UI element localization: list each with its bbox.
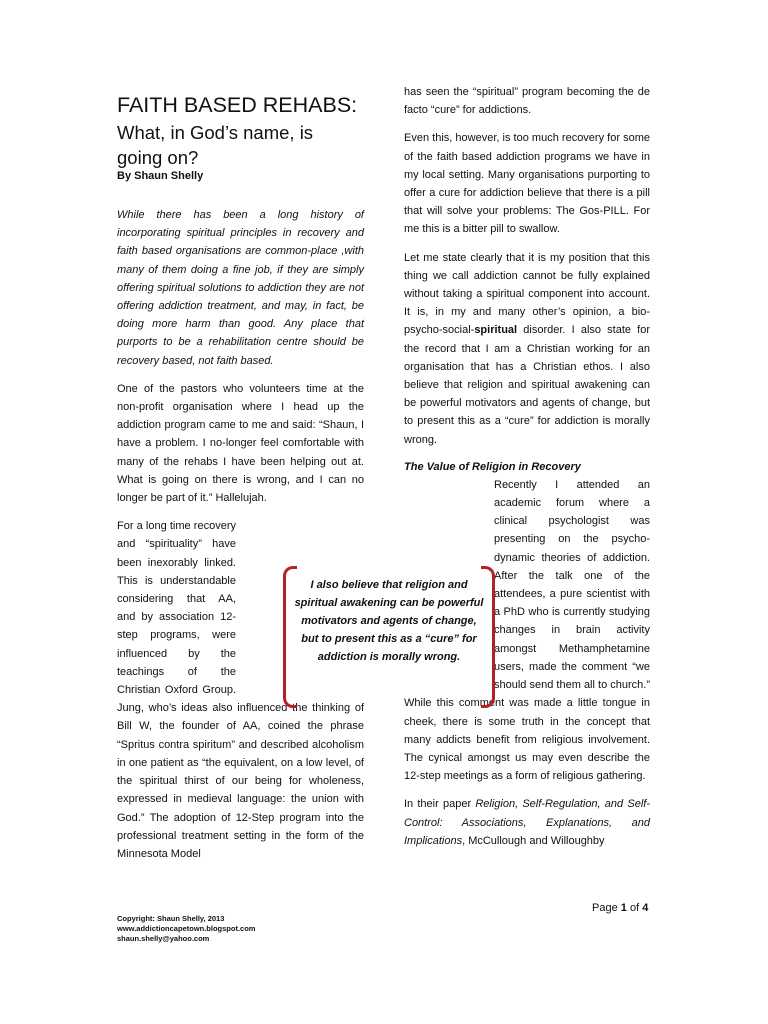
section-subheading: The Value of Religion in Recovery (404, 460, 581, 473)
page-total: 4 (642, 902, 649, 914)
intro-paragraph: While there has been a long history of incorporating spiritual principles in recovery and faith based organisations are common-place ,with many of them doing a fine job, if they are simply offering spiritual solutions to addiction they are not offering addiction treatment, and may, in fact, be doing more harm than good. Any place that purports to be a rehabilitation centre should be recovery based, not faith based. (117, 209, 364, 367)
right-p5-before: In their paper (404, 798, 476, 811)
right-paragraph-1: has seen the “spiritual” program becoming the de facto “cure” for addictions. (404, 86, 650, 117)
left-paragraph-1: One of the pastors who volunteers time at the non-profit organisation where I head up the addiction program came to me and said: “Shaun, I have a problem. I no-longer feel comfortable with many of the rehabs I have been helping out at. What is going on there is wrong, and I can no longer be part of it.” Hallelujah. (117, 382, 364, 505)
left-column (117, 92, 364, 863)
left-paragraph-2: For a long time recovery and “spirituality” have been inexorably linked. This is understandable considering that AA, and by association 12-step programs, were influenced by the teachings of the Christian Oxford Group. Jung, who’s ideas also influenced the thinking of Bill W, the founder of AA, coined the phrase “Spritus contra spiritum” and described alcoholism in one patient as “the equivalent, on a low level, of the spiritual thirst of our being for wholeness, expressed in medieval language: the union with God.” The adoption of 12-Step program into the professional treatment setting in the form of the Minnesota Model (117, 520, 364, 860)
right-p5-after: , McCullough and Willoughby (462, 834, 605, 847)
subtitle-line-1: What, in God’s name, is (117, 122, 314, 143)
page-label: Page (592, 902, 618, 914)
page-of: of (629, 902, 640, 914)
footer-blog-link[interactable]: www.addictioncapetown.blogspot.com (117, 924, 256, 933)
right-column (404, 83, 650, 850)
right-p5-italic: Religion, Self-Regulation, and Self-Control: Associations, Explanations, and Implications (404, 798, 650, 847)
page-number (592, 902, 648, 914)
pull-quote (283, 566, 495, 708)
right-p3-bold: spiritual (474, 324, 518, 337)
byline: By Shaun Shelly (117, 170, 204, 182)
page-current: 1 (620, 902, 627, 914)
right-paragraph-4: Recently I attended an academic forum where a clinical psychologist was presenting on the psycho-dynamic theories of addiction. After the talk one of the attendees, a pure scientist with a PhD who is currently studying changes in brain activity amongst Methamphetamine users, made the comment “we should send them all to church.” While this comment was made a little tongue in cheek, there is some truth in the concept that many addicts benefit from religious involvement. The cynical amongst us may even describe the 12-step meetings as a form of religious gathering. (404, 478, 650, 783)
right-paragraph-2: Even this, however, is too much recovery for some of the faith based addiction programs we have in my local setting. Many organisations purporting to offer a cure for addiction believe that there is a pill that will solve your problems: The Gos-PILL. For me this is a bitter pill to swallow. (404, 132, 650, 236)
footer-copyright: Copyright: Shaun Shelly, 2013 (117, 914, 225, 923)
right-paragraph-3 (404, 249, 650, 449)
right-paragraph-5 (404, 795, 650, 850)
article-title: FAITH BASED REHABS: (117, 93, 358, 117)
article-subtitle (117, 120, 364, 170)
subtitle-line-2: going on? (117, 147, 199, 168)
right-p3-before: Let me state clearly that it is my position that this thing we call addiction cannot be fully explained without taking a spiritual component into account. It is, in my and many other’s opinion, a bio-psycho-social- (404, 251, 650, 337)
footer (117, 914, 255, 944)
right-p3-after: disorder. I also state for the record that I am a Christian working for an organisation that has a Christian ethos. I also believe that religion and spiritual awakening can be powerful motivators and agents of change, but to present this as a “cure” for addiction is morally wrong. (404, 324, 650, 446)
pull-quote-text: I also believe that religion and spiritual awakening can be powerful motivators and agents of change, but to present this as a “cure” for addiction is morally wrong. (294, 579, 484, 663)
footer-email-link[interactable]: shaun.shelly@yahoo.com (117, 934, 210, 943)
